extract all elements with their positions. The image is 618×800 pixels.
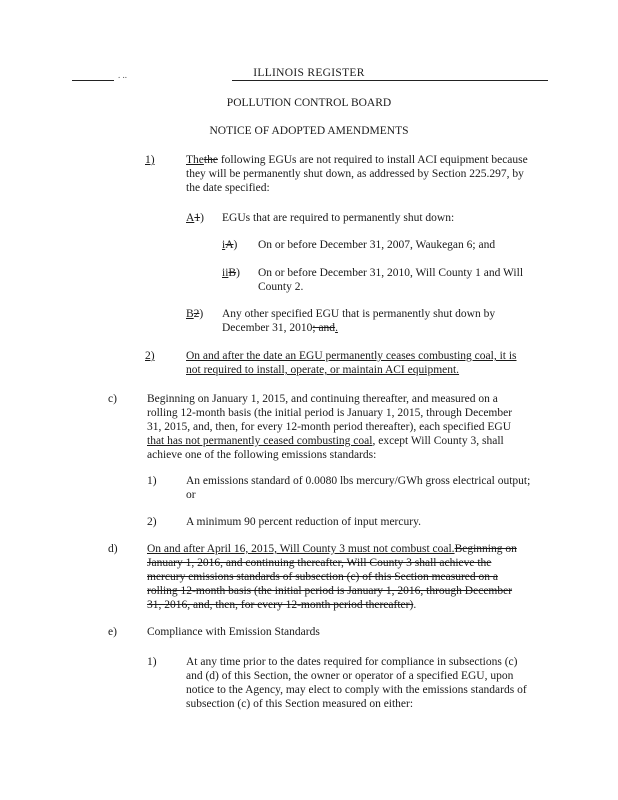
- section-d-line1-deleted: Beginning on: [454, 543, 517, 555]
- item-aii-label-inserted: ii: [222, 267, 229, 279]
- section-c-option-1-line1: An emissions standard of 0.0080 lbs mercury/GWh gross electrical output;: [186, 475, 531, 487]
- item-b-label-deleted: 2: [193, 308, 200, 320]
- item-1-deleted: the: [203, 154, 218, 166]
- section-d-label: d): [108, 543, 118, 555]
- section-c-line4: , except Will County 3, shall: [372, 435, 504, 447]
- item-aii-text: [258, 266, 558, 294]
- section-c-label: c): [108, 393, 117, 405]
- item-2-label: 2): [145, 350, 155, 362]
- item-aii-line1: On or before December 31, 2010, Will County 1 and Will: [258, 267, 524, 279]
- section-d-line1-inserted: On and after April 16, 2015, Will County 3 must not combust coal.: [147, 543, 455, 555]
- section-c-option-2-label: 2): [147, 516, 157, 528]
- section-e-sub-1-line1: At any time prior to the dates required for compliance in subsections (c): [186, 656, 518, 668]
- section-c-line5: achieve one of the following emissions standards:: [147, 449, 377, 461]
- item-ai-text: On or before December 31, 2007, Waukegan 6; and: [258, 239, 496, 251]
- section-c-option-2-text: A minimum 90 percent reduction of input mercury.: [186, 516, 421, 528]
- header-rule-left: [72, 80, 114, 81]
- section-c-text: [147, 392, 557, 462]
- item-a-label-inserted: A: [186, 212, 195, 224]
- section-c-line3: 31, 2015, and, then, for every 12-month period thereafter), each specified EGU: [147, 421, 512, 433]
- item-ai-label-deleted: A: [225, 239, 234, 251]
- section-c-line2: rolling 12-month basis (the initial period is January 1, 2015, through December: [147, 407, 513, 419]
- item-a-label-deleted: 1: [194, 212, 201, 224]
- header-rule-right: [232, 80, 548, 81]
- item-aii-line2: County 2.: [258, 281, 304, 293]
- item-a-label: [186, 211, 204, 225]
- item-a-label-close: ): [200, 212, 204, 224]
- item-1-line2: they will be permanently shut down, as addressed by Section 225.297, by: [186, 168, 524, 180]
- item-2-line1: On and after the date an EGU permanently ceases combusting coal, it is: [186, 350, 517, 362]
- board-title: POLLUTION CONTROL BOARD: [226, 97, 392, 109]
- item-b-line2-inserted: .: [335, 322, 338, 334]
- item-1-label: 1): [145, 154, 155, 166]
- section-d-line3-deleted: mercury emissions standards of subsection (c) of this Section measured on a: [147, 571, 498, 583]
- register-title: ILLINOIS REGISTER: [253, 67, 365, 79]
- corner-mark: . ..: [118, 70, 127, 80]
- section-e-sub-1-line3: notice to the Agency, may elect to comply with the emissions standards of: [186, 684, 527, 696]
- section-e-sub-1-label: 1): [147, 656, 157, 668]
- item-a-text: EGUs that are required to permanently shut down:: [222, 212, 455, 224]
- item-ai-label: [222, 238, 237, 252]
- section-e-sub-1-text: [186, 655, 566, 711]
- item-b-line2-deleted: ; and: [312, 322, 336, 334]
- section-c-option-1-line2: or: [186, 489, 196, 501]
- item-aii-label-close: ): [236, 267, 240, 279]
- item-aii-label-deleted: B: [228, 267, 237, 279]
- item-b-label-inserted: B: [186, 308, 194, 320]
- item-1-line1: following EGUs are not required to install ACI equipment because: [217, 154, 528, 166]
- item-aii-label: [222, 266, 240, 280]
- section-d-line5-deleted: 31, 2016, and, then, for every 12-month period thereafter): [147, 599, 414, 611]
- item-2-text: [186, 349, 556, 377]
- section-e-title: Compliance with Emission Standards: [147, 626, 320, 638]
- item-b-label: [186, 307, 203, 321]
- item-1-inserted: The: [186, 154, 204, 166]
- section-d-text: [147, 542, 557, 612]
- item-ai-label-inserted: i: [222, 239, 226, 251]
- section-d-line2-deleted: January 1, 2016, and continuing thereafter, Will County 3 shall achieve the: [147, 557, 492, 569]
- item-b-line2: December 31, 2010: [222, 322, 313, 334]
- item-1-line3: the date specified:: [186, 182, 270, 194]
- item-b-label-close: ): [199, 308, 204, 320]
- section-c-option-1-label: 1): [147, 475, 157, 487]
- section-e-label: e): [108, 626, 117, 638]
- item-2-line2: not required to install, operate, or maintain ACI equipment.: [186, 364, 460, 376]
- section-c-line1: Beginning on January 1, 2015, and continuing thereafter, and measured on a: [147, 393, 498, 405]
- section-e-sub-1-line4: subsection (c) of this Section measured on either:: [186, 698, 414, 710]
- item-ai-label-close: ): [233, 239, 238, 251]
- section-c-line4-inserted: that has not permanently ceased combusting coal: [147, 435, 373, 447]
- item-b-text: [222, 307, 542, 335]
- section-d-line4-deleted: rolling 12-month basis (the initial period is January 1, 2016, through December: [147, 585, 513, 597]
- item-1-text: [186, 153, 556, 195]
- section-c-option-1-text: [186, 474, 566, 502]
- item-b-line1: Any other specified EGU that is permanently shut down by: [222, 308, 496, 320]
- notice-title: NOTICE OF ADOPTED AMENDMENTS: [209, 125, 409, 137]
- section-e-sub-1-line2: and (d) of this Section, the owner or operator of a specified EGU, upon: [186, 670, 514, 682]
- section-d-line5-end: .: [413, 599, 417, 611]
